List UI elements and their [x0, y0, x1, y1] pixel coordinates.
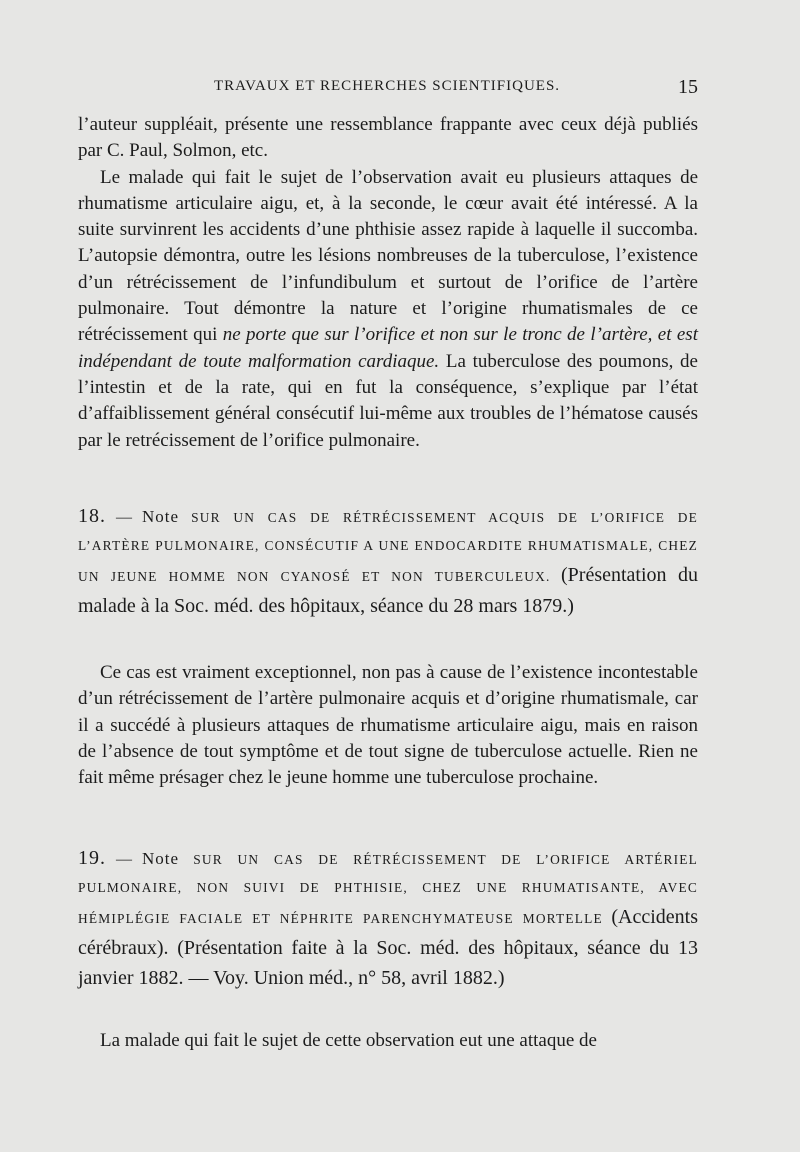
entry-19-title-cap: Note	[142, 849, 180, 868]
entry-19-body	[78, 1028, 698, 1054]
entry-18-citation: (Présentation du malade à la Soc. méd. des hôpitaux, séance du 28 mars 1879.)	[78, 564, 698, 617]
entry-18-title: SUR UN CAS DE RÉTRÉCISSEMENT ACQUIS DE L’ORIFICE DE L’ARTÈRE PULMONAIRE, CONSÉCUTIF A UNE ENDOCARDITE RHUMATISMALE, CHEZ UN JEUNE HOMME NON CYANOSÉ ET NON TUBERCULEUX.	[78, 510, 698, 584]
observation-text-b: La tuberculose des poumons, de l’intestin et de la rate, qui en fut la conséquence, s’explique par l’état d’affaiblissement général consécutif lui-même aux troubles de l’hématose causés par le retrécissement de l’orifice pulmonaire.	[78, 350, 698, 451]
top-paragraphs	[78, 112, 698, 454]
observation-paragraph	[78, 165, 698, 454]
entry-19-number: 19.	[78, 847, 106, 869]
continuation-paragraph: l’auteur suppléait, présente une ressemblance frappante avec ceux déjà publiés par C. Paul, Solmon, etc.	[78, 114, 698, 162]
entry-18-paragraph: Ce cas est vraiment exceptionnel, non pas à cause de l’existence incontestable d’un rétrécissement de l’artère pulmonaire acquis et d’origine rhumatismale, car il a succédé à plusieurs attaques de rhumatisme articulaire aigu, mais en raison de l’absence de tout symptôme et de tout signe de tuberculose actuelle. Rien ne fait même présager chez le jeune homme une tuberculose prochaine.	[78, 662, 698, 789]
entry-18-number: 18.	[78, 505, 106, 527]
running-head-title: TRAVAUX ET RECHERCHES SCIENTIFIQUES.	[214, 78, 561, 94]
entry-18-body	[78, 660, 698, 791]
entry-19-citation: (Accidents cérébraux). (Présentation faite à la Soc. méd. des hôpitaux, séance du 13 janvier 1882. — Voy. Union méd., n° 58, avril 1882.)	[78, 906, 698, 989]
entry-19	[78, 846, 698, 993]
observation-text-a: Le malade qui fait le sujet de l’observation avait eu plusieurs attaques de rhumatisme articulaire aigu, et, à la seconde, le cœur avait été intéressé. A la suite survinrent les accidents d’une phthisie assez rapide à laquelle il succomba. L’autopsie démontra, outre les lésions nombreuses de la tuberculose, l’existence d’un rétrécissement de l’infundibulum et surtout de l’orifice de l’artère pulmonaire. Tout démontre la nature et l’origine rhumatismales de ce rétrécissement qui	[78, 166, 698, 346]
entry-18-heading	[78, 504, 698, 621]
entry-19-title: SUR UN CAS DE RÉTRÉCISSEMENT DE L’ORIFICE ARTÉRIEL PULMONAIRE, NON SUIVI DE PHTHISIE, CHEZ UNE RHUMATISANTE, AVEC HÉMIPLÉGIE FACIALE ET NÉPHRITE PARENCHYMATEUSE MORTELLE	[78, 852, 698, 926]
running-head	[78, 78, 698, 100]
entry-19-heading	[78, 846, 698, 993]
entry-19-paragraph: La malade qui fait le sujet de cette observation eut une attaque de	[100, 1030, 597, 1051]
entry-18-dash: —	[116, 509, 132, 526]
entry-19-dash: —	[116, 851, 132, 868]
page-number: 15	[678, 76, 698, 98]
entry-18	[78, 504, 698, 621]
entry-18-title-cap: Note	[142, 507, 180, 526]
observation-italic: ne porte que sur l’orifice et non sur le tronc de l’artère, et est indépendant de toute malformation cardiaque.	[78, 324, 698, 372]
